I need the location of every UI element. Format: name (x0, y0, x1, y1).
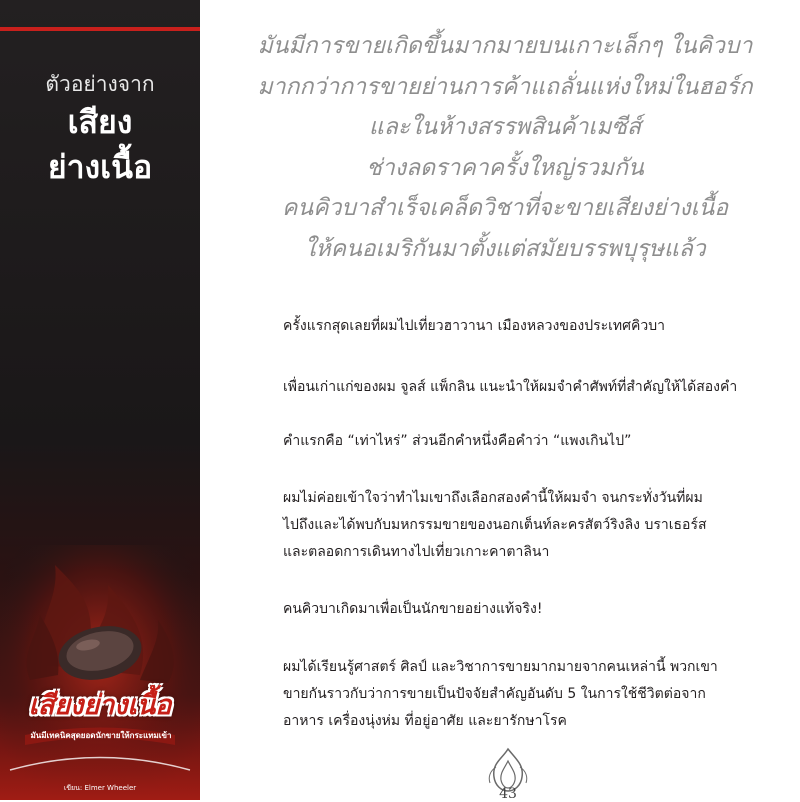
quote-line: คนคิวบาสำเร็จเคล็ดวิชาที่จะขายเสียงย่างเนื้อ (281, 195, 729, 221)
book-cover-subtitle: มันมีเทคนิคสุดยอดนักขายให้กระแทมเข้า (30, 731, 172, 740)
pull-quote (235, 26, 775, 269)
sidebar-title-line-2: ย่างเนื้อ (47, 148, 153, 186)
book-cover (0, 545, 200, 800)
paragraph-line: ไปถึงและได้พบกับมหกรรมขายของนอกเต็นท์ละครสัตว์ริงลิง บราเธอร์ส (283, 517, 707, 533)
paragraph-line: อาหาร เครื่องนุ่งห่ม ที่อยู่อาศัย และยารักษาโรค (283, 713, 567, 729)
sidebar-caption: ตัวอย่างจาก (45, 72, 155, 96)
paragraph-2 (283, 374, 753, 401)
quote-line: มากกว่าการขายย่านการค้าแถลั่นแห่งใหม่ในฮอร์ก (257, 73, 753, 100)
paragraph-line: คนคิวบาเกิดมาเพื่อเป็นนักขายอย่างแท้จริง! (283, 601, 543, 617)
paragraph-line: ผมไม่ค่อยเข้าใจว่าทำไมเขาถึงเลือกสองคำนี้ให้ผมจำ จนกระทั่งวันที่ผม (283, 490, 703, 506)
paragraph-1 (283, 313, 753, 340)
page-number: 43 (499, 786, 517, 802)
paragraph-line: เพื่อนเก่าแก่ของผม จูลส์ แพ็กลิน แนะนำให้ผมจำคำศัพท์ที่สำคัญให้ได้สองคำ (283, 379, 738, 395)
quote-line: ให้คนอเมริกันมาตั้งแต่สมัยบรรพบุรุษแล้ว (304, 235, 706, 262)
quote-line: และในห้างสรรพสินค้าเมซีส์ (368, 114, 642, 140)
book-cover-illustration (0, 545, 200, 800)
paragraph-3 (283, 428, 753, 455)
paragraph-line: คำแรกคือ “เท่าไหร่” ส่วนอีกคำหนึ่งคือคำว่า “แพงเกินไป” (283, 433, 632, 449)
paragraph-line: ขายกันราวกับว่าการขายเป็นปัจจัยสำคัญอันดับ 5 ในการใช้ชีวิตต่อจาก (283, 686, 706, 702)
quote-line: ช่างลดราคาครั้งใหญ่รวมกัน (366, 154, 644, 181)
book-cover-title: เสียงย่างเนื้อ (28, 690, 172, 721)
book-cover-author: เขียน: Elmer Wheeler (63, 784, 137, 792)
paragraph-line: ผมได้เรียนรู้ศาสตร์ ศิลป์ และวิชาการขายมากมายจากคนเหล่านี้ พวกเขา (283, 659, 718, 675)
paragraph-6 (283, 654, 753, 735)
quote-line: มันมีการขายเกิดขึ้นมากมายบนเกาะเล็กๆ ในคิวบา (257, 33, 753, 59)
sidebar-title-line-1: เสียง (67, 103, 133, 141)
paragraph-5 (283, 596, 753, 623)
accent-line (0, 27, 200, 31)
sidebar-panel (0, 0, 200, 800)
paragraph-line: และตลอดการเดินทางไปเที่ยวเกาะคาตาลินา (283, 544, 550, 560)
paragraph-line: ครั้งแรกสุดเลยที่ผมไปเที่ยวฮาวานา เมืองหลวงของประเทศคิวบา (283, 318, 665, 334)
paragraph-4 (283, 485, 753, 566)
